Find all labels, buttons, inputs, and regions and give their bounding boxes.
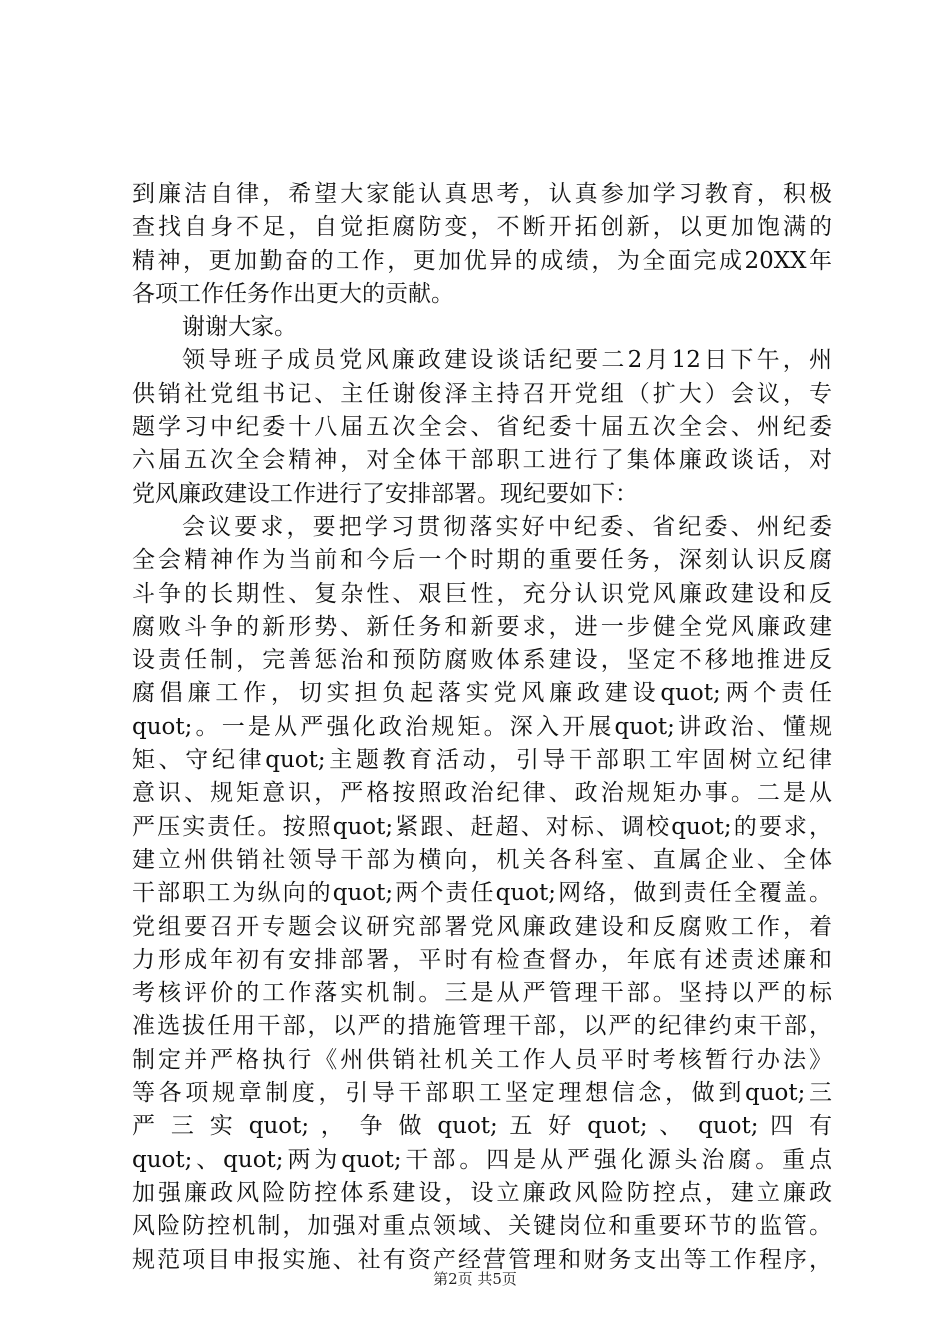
- text-line-26: 准选拔任用干部，以严的措施管理干部，以严的纪律约束干部，: [132, 1013, 832, 1040]
- text-line-7: 供销社党组书记、主任谢俊泽主持召开党组（扩大）会议，专: [132, 380, 832, 407]
- text-line-25: 考核评价的工作落实机制。三是从严管理干部。坚持以严的标: [132, 980, 832, 1007]
- text-line-14: 腐败斗争的新形势、新任务和新要求，进一步健全党风廉政建: [132, 613, 832, 640]
- text-line-30: quot;、quot;两为quot;干部。四是从严强化源头治腐。重点: [132, 1146, 832, 1173]
- text-line-16: 腐倡廉工作，切实担负起落实党风廉政建设quot;两个责任: [132, 680, 832, 707]
- text-line-18: 矩、守纪律quot;主题教育活动，引导干部职工牢固树立纪律: [132, 747, 832, 774]
- text-line-4: 各项工作任务作出更大的贡献。: [132, 280, 454, 307]
- text-line-3: 精神，更加勤奋的工作，更加优异的成绩，为全面完成20XX年: [132, 247, 832, 274]
- text-line-15: 设责任制，完善惩治和预防腐败体系建设，坚定不移地推进反: [132, 647, 832, 674]
- text-line-5: 谢谢大家。: [182, 314, 297, 341]
- text-line-1: 到廉洁自律，希望大家能认真思考，认真参加学习教育，积极: [132, 181, 832, 207]
- text-line-17: quot;。一是从严强化政治规矩。深入开展quot;讲政治、懂规: [132, 713, 832, 740]
- text-line-12: 全会精神作为当前和今后一个时期的重要任务，深刻认识反腐: [132, 547, 832, 574]
- text-line-33: 规范项目申报实施、社有资产经营管理和财务支出等工作程序，: [132, 1246, 832, 1273]
- text-line-20: 严压实责任。按照quot;紧跟、赶超、对标、调校quot;的要求，: [132, 813, 832, 840]
- text-line-29: 严 三 实 quot; ， 争 做 quot; 五 好 quot; 、 quot; 四 有: [132, 1113, 832, 1140]
- text-line-8: 题学习中纪委十八届五次全会、省纪委十届五次全会、州纪委: [132, 414, 832, 441]
- document-body: [132, 178, 832, 1277]
- text-line-21: 建立州供销社领导干部为横向，机关各科室、直属企业、全体: [132, 846, 832, 873]
- text-line-31: 加强廉政风险防控体系建设，设立廉政风险防控点，建立廉政: [132, 1179, 832, 1206]
- text-line-22: 干部职工为纵向的quot;两个责任quot;网络，做到责任全覆盖。: [132, 880, 832, 907]
- text-line-32: 风险防控机制，加强对重点领域、关键岗位和重要环节的监管。: [132, 1213, 832, 1240]
- text-line-13: 斗争的长期性、复杂性、艰巨性，充分认识党风廉政建设和反: [132, 580, 832, 607]
- text-line-19: 意识、规矩意识，严格按照政治纪律、政治规矩办事。二是从: [132, 780, 832, 807]
- text-line-9: 六届五次全会精神，对全体干部职工进行了集体廉政谈话，对: [132, 447, 832, 474]
- text-line-24: 力形成年初有安排部署，平时有检查督办，年底有述责述廉和: [132, 946, 832, 973]
- text-line-10: 党风廉政建设工作进行了安排部署。现纪要如下：: [132, 480, 638, 507]
- text-line-2: 查找自身不足，自觉拒腐防变，不断开拓创新，以更加饱满的: [132, 214, 832, 241]
- text-line-28: 等各项规章制度，引导干部职工坚定理想信念，做到quot;三: [132, 1080, 832, 1107]
- page-number-footer: 第2页 共5页: [433, 1270, 517, 1288]
- text-line-6: 领导班子成员党风廉政建设谈话纪要二2月12日下午，州: [182, 347, 832, 374]
- text-line-27: 制定并严格执行《州供销社机关工作人员平时考核暂行办法》: [132, 1046, 832, 1073]
- text-line-23: 党组要召开专题会议研究部署党风廉政建设和反腐败工作，着: [132, 913, 832, 940]
- text-line-11: 会议要求，要把学习贯彻落实好中纪委、省纪委、州纪委: [182, 513, 832, 540]
